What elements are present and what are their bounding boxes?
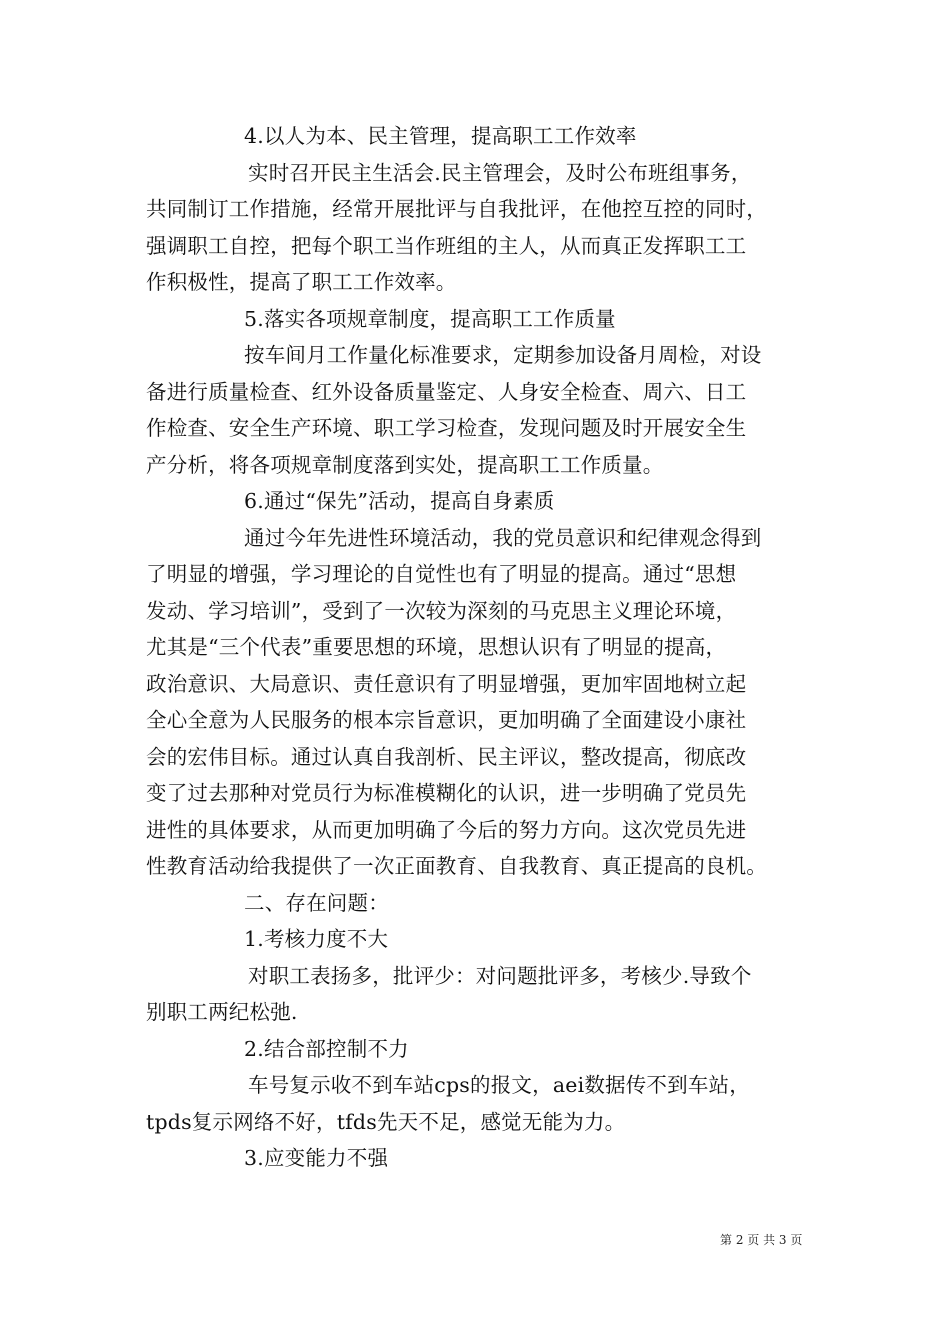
paragraph-line: 进性的具体要求，从而更加明确了今后的努力方向。这次党员先进: [146, 817, 747, 842]
document-body: [146, 118, 812, 1177]
paragraph-line: 按车间月工作量化标准要求，定期参加设备月周检，对设: [244, 343, 762, 367]
paragraph-line: 性教育活动给我提供了一次正面教育、自我教育、真正提高的良机。: [146, 854, 767, 878]
section-heading: 4.以人为本、民主管理，提高职工工作效率: [244, 124, 637, 148]
paragraph-line: 作积极性，提高了职工工作效率。: [146, 270, 457, 294]
paragraph-line: 备进行质量检查、红外设备质量鉴定、人身安全检查、周六、日工: [146, 379, 747, 404]
section-heading: 二、存在问题：: [244, 890, 389, 915]
section-heading: 6.通过“保先”活动，提高自身素质: [244, 489, 555, 513]
paragraph-line: tpds复示网络不好，tfds先天不足，感觉无能为力。: [146, 1109, 626, 1134]
paragraph-line: 车号复示收不到车站cps的报文，aei数据传不到车站，: [248, 1073, 750, 1097]
paragraph-line: 强调职工自控，把每个职工当作班组的主人，从而真正发挥职工工: [146, 233, 747, 258]
section-heading: 3.应变能力不强: [244, 1146, 389, 1170]
section-heading: 2.结合部控制不力: [244, 1036, 409, 1061]
paragraph-line: 了明显的增强，学习理论的自觉性也有了明显的提高。通过“思想: [146, 562, 737, 586]
paragraph-line: 发动、学习培训”，受到了一次较为深刻的马克思主义理论环境，: [146, 598, 737, 623]
paragraph-line: 会的宏伟目标。通过认真自我剖析、民主评议，整改提高，彻底改: [146, 744, 747, 769]
section-heading: 5.落实各项规章制度，提高职工工作质量: [244, 306, 616, 331]
page-number-footer: 第 2 页 共 3 页: [720, 1233, 803, 1247]
paragraph-line: 对职工表扬多，批评少：对问题批评多，考核少.导致个: [248, 963, 752, 988]
paragraph-line: 全心全意为人民服务的根本宗旨意识，更加明确了全面建设小康社: [146, 708, 747, 732]
paragraph-line: 作检查、安全生产环境、职工学习检查，发现问题及时开展安全生: [146, 416, 747, 440]
paragraph-line: 政治意识、大局意识、责任意识有了明显增强，更加牢固地树立起: [146, 671, 747, 696]
paragraph-line: 尤其是“三个代表”重要思想的环境，思想认识有了明显的提高，: [146, 635, 727, 659]
paragraph-line: 变了过去那种对党员行为标准模糊化的认识，进一步明确了党员先: [146, 781, 747, 805]
paragraph-line: 别职工两纪松弛.: [146, 1000, 298, 1024]
section-heading: 1.考核力度不大: [244, 927, 389, 951]
paragraph-line: 通过今年先进性环境活动，我的党员意识和纪律观念得到: [244, 525, 762, 550]
paragraph-line: 共同制订工作措施，经常开展批评与自我批评，在他控互控的同时，: [146, 197, 767, 221]
paragraph-line: 实时召开民主生活会.民主管理会，及时公布班组事务，: [248, 160, 752, 185]
paragraph-line: 产分析，将各项规章制度落到实处，提高职工工作质量。: [146, 452, 664, 477]
